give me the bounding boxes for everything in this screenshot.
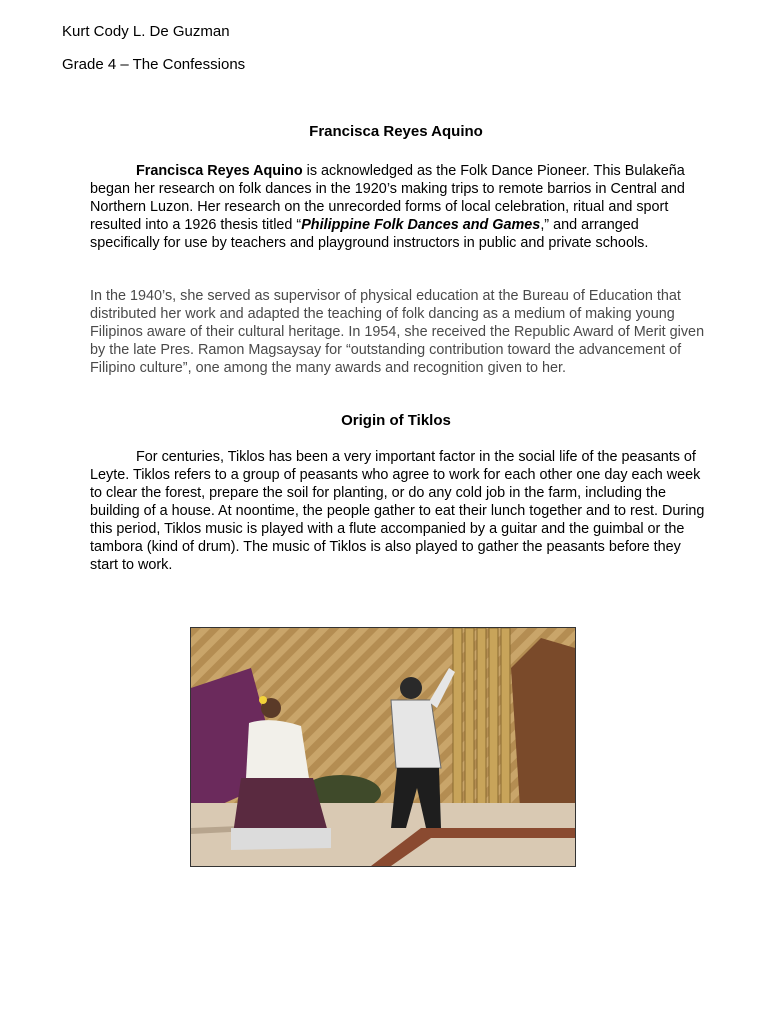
thesis-title: Philippine Folk Dances and Games (301, 217, 541, 233)
intro-paragraph (90, 162, 706, 252)
intro-text-a: is acknowledged as the Folk Dance Pioneer. This Bulakeña began her research on folk dances in the 1920’s making trips to remote barrios in Central and Northern Luzon. Her research on the unrecorded forms of local celebration, ritual and sport resulted into a 1926 thesis titled “ (90, 163, 685, 233)
tiklos-text: For centuries, Tiklos has been a very important factor in the social life of the peasants of Leyte. Tiklos refers to a group of peasants who agree to work for each other one day each week to clear the forest, prepare the soil for planting, or do any cold job in the farm, including the building of a house. At noontime, the people gather to eat their lunch together and to rest. During this period, Tiklos music is played with a flute accompanied by a guitar and the guimbal or the tambora (kind of drum). The music of Tiklos is also played to gather the peasants before they start to work. (90, 449, 705, 573)
intro-text-b: ,” and arranged specifically for use by teachers and playground instructors in public and private schools. (90, 217, 649, 251)
tiklos-dance-photo (190, 627, 576, 867)
page-title: Francisca Reyes Aquino (309, 123, 483, 140)
grade-section: Grade 4 – The Confessions (62, 56, 246, 73)
author-name: Kurt Cody L. De Guzman (62, 23, 230, 40)
tiklos-paragraph (90, 448, 706, 574)
section-title: Origin of Tiklos (341, 412, 451, 429)
career-paragraph: In the 1940’s, she served as supervisor of physical education at the Bureau of Education that distributed her work and adapted the teaching of folk dancing as a medium of making young Filipinos aware of their cultural heritage. In 1954, she received the Republic Award of Merit given by the late Pres. Ramon Magsaysay for “outstanding contribution toward the advancement of Filipino culture”, one among the many awards and recognition given to her. (90, 288, 705, 376)
lead-name: Francisca Reyes Aquino (136, 163, 303, 179)
